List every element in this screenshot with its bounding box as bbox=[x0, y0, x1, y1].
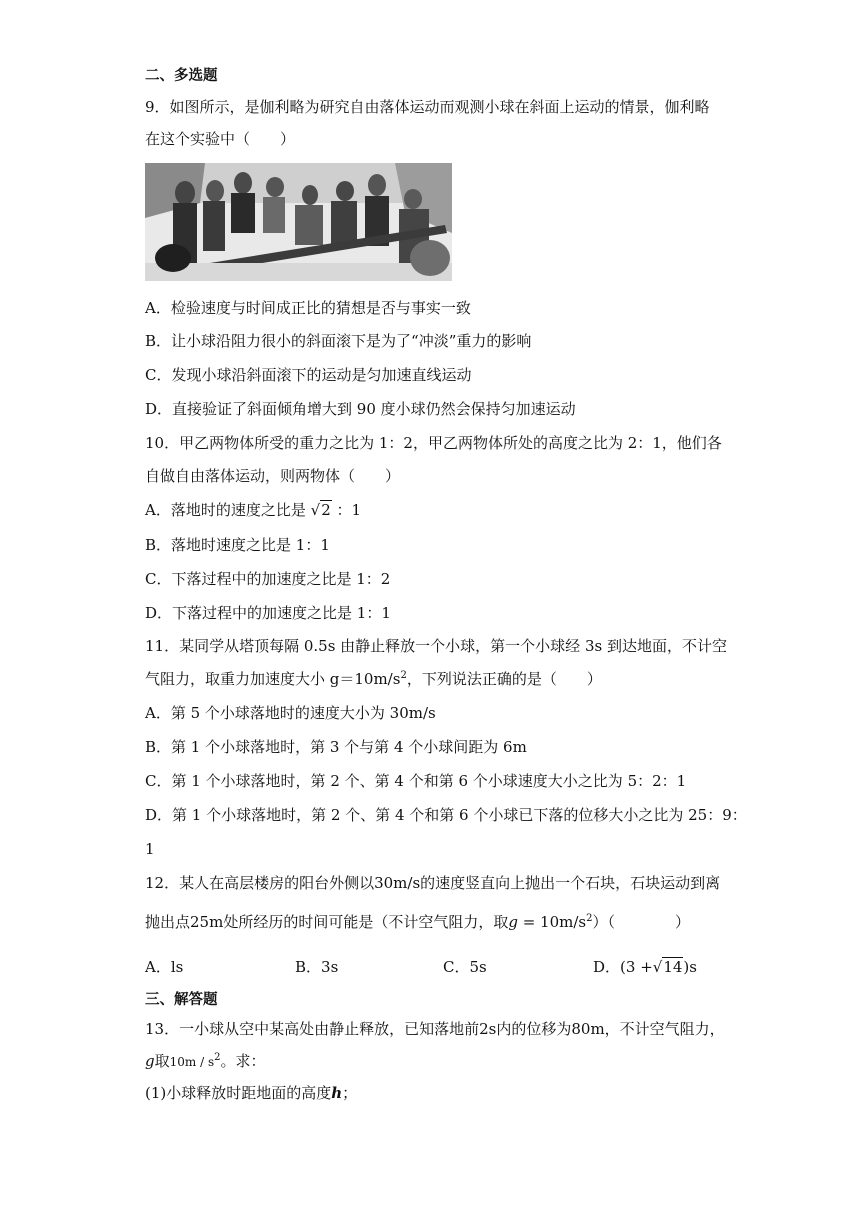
q13-stem-line1-text: 13．一小球从空中某高处由静止释放，已知落地前 bbox=[145, 1020, 480, 1038]
q12-stem-line2 bbox=[145, 912, 690, 932]
q13-stem-line1-mid: 内的位移为 bbox=[496, 1020, 572, 1038]
q11-option-a: A．第 5 个小球落地时的速度大小为 30m/s bbox=[145, 704, 436, 722]
q10-option-a bbox=[145, 500, 361, 520]
q12-option-c: C．5s bbox=[443, 958, 487, 976]
q9-option-a: A．检验速度与时间成正比的猜想是否与事实一致 bbox=[145, 299, 471, 317]
q13-stem-line2-tail: 。求： bbox=[220, 1052, 266, 1070]
q13-g-value: 10m / s bbox=[169, 1055, 215, 1069]
q9-option-d: D．直接验证了斜面倾角增大到 90 度小球仍然会保持匀加速运动 bbox=[145, 400, 576, 418]
q12-distance-value: 25m bbox=[190, 913, 224, 931]
q13-sub1-tail: ； bbox=[342, 1084, 358, 1102]
q11-stem-line1: 11．某同学从塔顶每隔 0.5s 由静止释放一个小球，第一个小球经 3s 到达地面，不计空 bbox=[145, 637, 727, 655]
q11-option-d-line1: D．第 1 个小球落地时，第 2 个、第 4 个和第 6 个小球已下落的位移大小之比为 25：9： bbox=[145, 806, 747, 824]
q12-g-value: = 10m/s bbox=[517, 913, 587, 931]
q9-option-b: B．让小球沿阻力很小的斜面滚下是为了“冲淡”重力的影响 bbox=[145, 332, 532, 350]
q10-stem-line1: 10．甲乙两物体所受的重力之比为 1：2，甲乙两物体所处的高度之比为 2：1，他们各 bbox=[145, 434, 722, 452]
q10-option-a-ratio: ：1 bbox=[336, 501, 362, 519]
q9-stem-line2: 在这个实验中（ ） bbox=[145, 130, 296, 148]
q11-stem-line2-tail: ，下列说法正确的是（ ） bbox=[406, 670, 602, 688]
q11-stem-line2-text: 气阻力，取重力加速度大小 g＝10m/s bbox=[145, 670, 401, 688]
q13-stem-line1 bbox=[145, 1019, 725, 1039]
superscript: 2 bbox=[586, 913, 593, 924]
q13-time-value: 2s bbox=[479, 1020, 497, 1038]
q13-stem-line2-mid: 取 bbox=[154, 1052, 170, 1070]
section-heading-multiple-choice: 二、多选题 bbox=[145, 67, 218, 84]
q10-option-a-text: A．落地时的速度之比是 bbox=[145, 501, 306, 519]
q11-option-c: C．第 1 个小球落地时，第 2 个、第 4 个和第 6 个小球速度大小之比为 5：2：1 bbox=[145, 772, 687, 790]
q11-stem-line2 bbox=[145, 669, 602, 689]
q13-stem-line1-tail: ，不计空气阻力， bbox=[604, 1020, 725, 1038]
q12-stem-line2-mid: 处所经历的时间可能是（不计空气阻力，取 bbox=[223, 913, 509, 931]
q11-option-d-line2: 1 bbox=[145, 840, 155, 858]
q12-stem-line1 bbox=[145, 873, 720, 893]
q9-option-c: C．发现小球沿斜面滚下的运动是匀加速直线运动 bbox=[145, 366, 472, 384]
q12-speed-value: 30m/s bbox=[374, 874, 421, 892]
q12-stem-line1-tail: 的速度竖直向上抛出一个石块，石块运动到离 bbox=[420, 874, 721, 892]
q12-stem-line2-text: 抛出点 bbox=[145, 913, 191, 931]
q12-option-d-radicand: 14 bbox=[663, 958, 683, 976]
q9-stem-line1: 9．如图所示，是伽利略为研究自由落体运动而观测小球在斜面上运动的情景，伽利略 bbox=[145, 98, 710, 116]
q13-displacement-value: 80m bbox=[571, 1020, 605, 1038]
q10-stem-line2: 自做自由落体运动，则两物体（ ） bbox=[145, 467, 401, 485]
q10-option-a-radicand: 2 bbox=[321, 501, 331, 519]
q13-stem-line2 bbox=[145, 1051, 266, 1072]
q10-option-b: B．落地时速度之比是 1：1 bbox=[145, 536, 330, 554]
q12-stem-line1-text: 12．某人在高层楼房的阳台外侧以 bbox=[145, 874, 375, 892]
superscript: 2 bbox=[214, 1052, 221, 1063]
q13-sub-question-1 bbox=[145, 1083, 357, 1103]
q12-option-d-text: D．(3 + bbox=[593, 958, 653, 976]
q11-option-b: B．第 1 个小球落地时，第 3 个与第 4 个小球间距为 6m bbox=[145, 738, 527, 756]
q12-option-d-tail: )s bbox=[683, 958, 697, 976]
sqrt-symbol: √ bbox=[652, 958, 663, 976]
q13-g-symbol: g bbox=[145, 1052, 155, 1070]
q10-option-c: C．下落过程中的加速度之比是 1：2 bbox=[145, 570, 391, 588]
sqrt-symbol: √ bbox=[310, 501, 321, 519]
q12-stem-line2-tail: ）（ ） bbox=[592, 913, 691, 931]
q13-h-symbol: h bbox=[331, 1084, 343, 1102]
q12-option-b: B．3s bbox=[295, 958, 339, 976]
q12-option-a: A．ls bbox=[145, 958, 184, 976]
section-heading-solution: 三、解答题 bbox=[145, 991, 218, 1008]
q12-g-symbol: g bbox=[508, 913, 518, 931]
galileo-inclined-plane-illustration bbox=[145, 163, 452, 281]
q12-option-d bbox=[593, 957, 697, 977]
q10-option-d: D．下落过程中的加速度之比是 1：1 bbox=[145, 604, 391, 622]
superscript: 2 bbox=[400, 670, 407, 681]
q13-sub1-text: (1)小球释放时距地面的高度 bbox=[145, 1084, 332, 1102]
